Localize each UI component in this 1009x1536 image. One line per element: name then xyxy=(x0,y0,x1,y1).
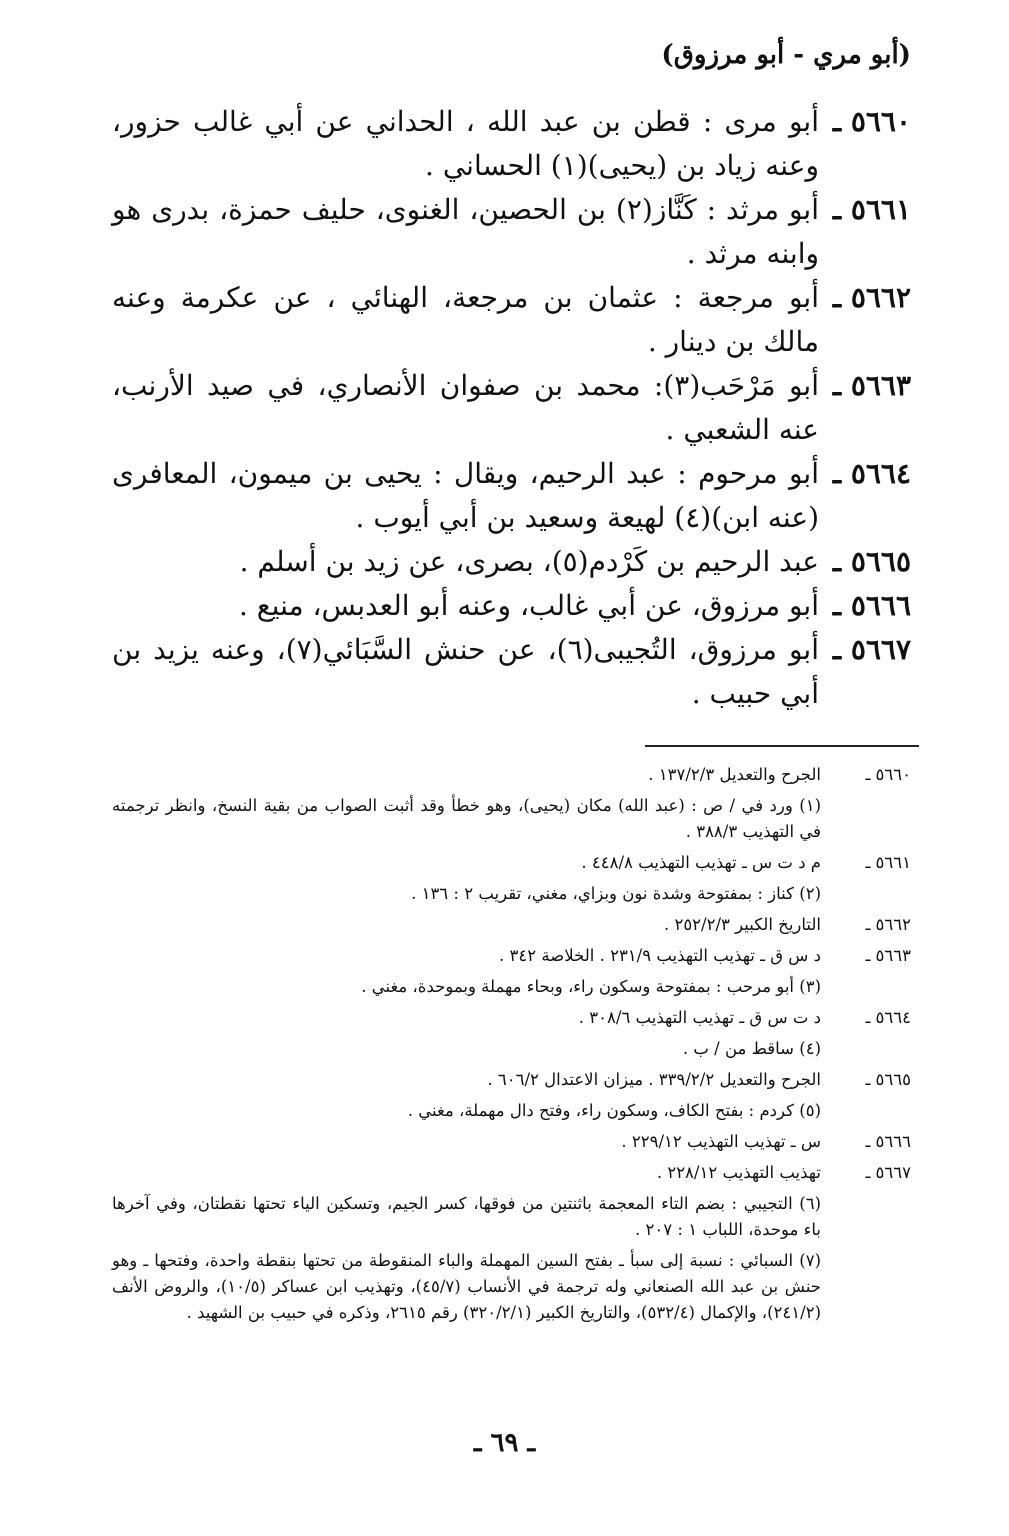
entry xyxy=(112,188,911,276)
entry-text: أبو مرثد : كَنَّاز(٢) بن الحصين، الغنوى، حليف حمزة، بدرى هو وابنه مرثد . xyxy=(112,193,820,270)
reference-number: ٥٦٦٢ ـ xyxy=(865,915,911,934)
reference-number: ٥٦٦٥ ـ xyxy=(865,1070,911,1089)
footnote: (٥) كردم : بفتح الكاف، وسكون راء، وفتح دال مهملة، مغني . xyxy=(407,1101,821,1120)
entries-list xyxy=(112,100,911,716)
entry xyxy=(112,628,911,716)
entry-number: ٥٦٦٣ ـ xyxy=(832,369,911,402)
entry-number: ٥٦٦١ ـ xyxy=(832,193,911,226)
running-title: (أبو مري - أبو مرزوق) xyxy=(661,40,911,70)
entry-text: أبو مرى : قطن بن عبد الله ، الحداني عن أبي غالب حزور، وعنه زياد بن (يحيى)(١) الحساني . xyxy=(112,105,819,182)
reference-number: ٥٦٦٧ ـ xyxy=(865,1163,911,1182)
reference-text: د ت س ق ـ تهذيب التهذيب ٣٠٨/٦ . xyxy=(578,1008,821,1027)
entry-number: ٥٦٦٥ ـ xyxy=(832,545,911,578)
entry-text: أبو مرحوم : عبد الرحيم، ويقال : يحيى بن ميمون، المعافرى (عنه ابن)(٤) لهيعة وسعيد بن أبي أيوب . xyxy=(112,457,819,534)
reference-note xyxy=(112,1067,911,1093)
entry xyxy=(112,584,911,628)
entry-number: ٥٦٦٠ ـ xyxy=(832,105,911,138)
reference-number: ٥٦٦٠ ـ xyxy=(865,765,911,784)
reference-number: ٥٦٦٦ ـ xyxy=(865,1132,911,1151)
reference-number: ٥٦٦١ ـ xyxy=(865,853,911,872)
page-number: ـ ٦٩ ـ xyxy=(473,1428,536,1458)
reference-note xyxy=(112,943,911,969)
entry-number: ٥٦٦٤ ـ xyxy=(832,457,911,490)
reference-text: الجرح والتعديل ١٣٧/٢/٣ . xyxy=(648,765,821,784)
reference-note xyxy=(112,850,911,876)
reference-number: ٥٦٦٣ ـ xyxy=(865,946,911,965)
entry-number: ٥٦٦٧ ـ xyxy=(832,633,911,666)
entry-text: أبو مرزوق، التُجيبى(٦)، عن حنش السَّبَائي(٧)، وعنه يزيد بن أبي حبيب . xyxy=(112,633,819,710)
entry-text: أبو مرزوق، عن أبي غالب، وعنه أبو العدبس، منيع . xyxy=(238,589,819,622)
entry xyxy=(112,276,911,364)
footnote: (٦) التجيبي : بضم التاء المعجمة باثنتين من فوقها، كسر الجيم، وتسكين الياء تحتها نقطتان، وفي آخرها باء موحدة، اللباب ١ : ٢٠٧ . xyxy=(112,1194,821,1239)
reference-note xyxy=(112,1129,911,1155)
entry-number: ٥٦٦٢ ـ xyxy=(832,281,911,314)
entry xyxy=(112,100,911,188)
reference-note xyxy=(112,762,911,788)
footnote-separator xyxy=(645,745,919,747)
reference-note xyxy=(112,912,911,938)
reference-note xyxy=(112,1160,911,1186)
footnote: (٤) ساقط من / ب . xyxy=(682,1039,821,1058)
reference-text: الجرح والتعديل ٣٣٩/٢/٢ . ميزان الاعتدال ٦٠٦/٢ . xyxy=(487,1070,821,1089)
reference-text: د س ق ـ تهذيب التهذيب ٢٣١/٩ . الخلاصة ٣٤٢ . xyxy=(499,946,821,965)
footnote: (٣) أبو مرحب : بمفتوحة وسكون راء، وبحاء مهملة وبموحدة، مغني . xyxy=(361,977,821,996)
footnote: (٢) كناز : بمفتوحة وشدة نون وبزاي، مغني، تقريب ٢ : ١٣٦ . xyxy=(411,884,821,903)
reference-note xyxy=(112,1005,911,1031)
footnote: (١) ورد في / ص : (عبد الله) مكان (يحيى)، وهو خطأ وقد أثبت الصواب من بقية النسخ، وانظر ترجمته في التهذيب ٣٨٨/٣ . xyxy=(112,796,821,841)
footnotes xyxy=(112,762,911,1331)
entry-text: أبو مَرْحَب(٣): محمد بن صفوان الأنصاري، في صيد الأرنب، عنه الشعبي . xyxy=(112,369,819,446)
entry-text: عبد الرحيم بن كَرْدم(٥)، بصرى، عن زيد بن أسلم . xyxy=(239,545,819,578)
entry-number: ٥٦٦٦ ـ xyxy=(832,589,911,622)
footnote: (٧) السبائي : نسبة إلى سبأ ـ بفتح السين المهملة والباء المنقوطة من تحتها بنقطة واحدة، وفتحها ـ وهو حنش بن عبد الله الصنعاني وله ترجمة في الأنساب (٤٥/٧)، وتهذيب ابن عساكر (١٠/٥)، والروض الأنف (٢٤١/٢)، والإكمال (٥٣٢/٤)، والتاريخ الكبير (٣٢٠/٢/١) رقم ٢٦١٥، وذكره في حبيب بن الشهيد . xyxy=(112,1251,821,1322)
reference-text: التاريخ الكبير ٢٥٢/٢/٣ . xyxy=(663,915,821,934)
entry xyxy=(112,540,911,584)
entry xyxy=(112,364,911,452)
reference-text: م د ت س ـ تهذيب التهذيب ٤٤٨/٨ . xyxy=(581,853,821,872)
reference-text: س ـ تهذيب التهذيب ٢٢٩/١٢ . xyxy=(621,1132,821,1151)
entry xyxy=(112,452,911,540)
reference-text: تهذيب التهذيب ٢٢٨/١٢ . xyxy=(656,1163,821,1182)
entry-text: أبو مرجعة : عثمان بن مرجعة، الهنائي ، عن عكرمة وعنه مالك بن دينار . xyxy=(112,281,820,358)
reference-number: ٥٦٦٤ ـ xyxy=(865,1008,911,1027)
